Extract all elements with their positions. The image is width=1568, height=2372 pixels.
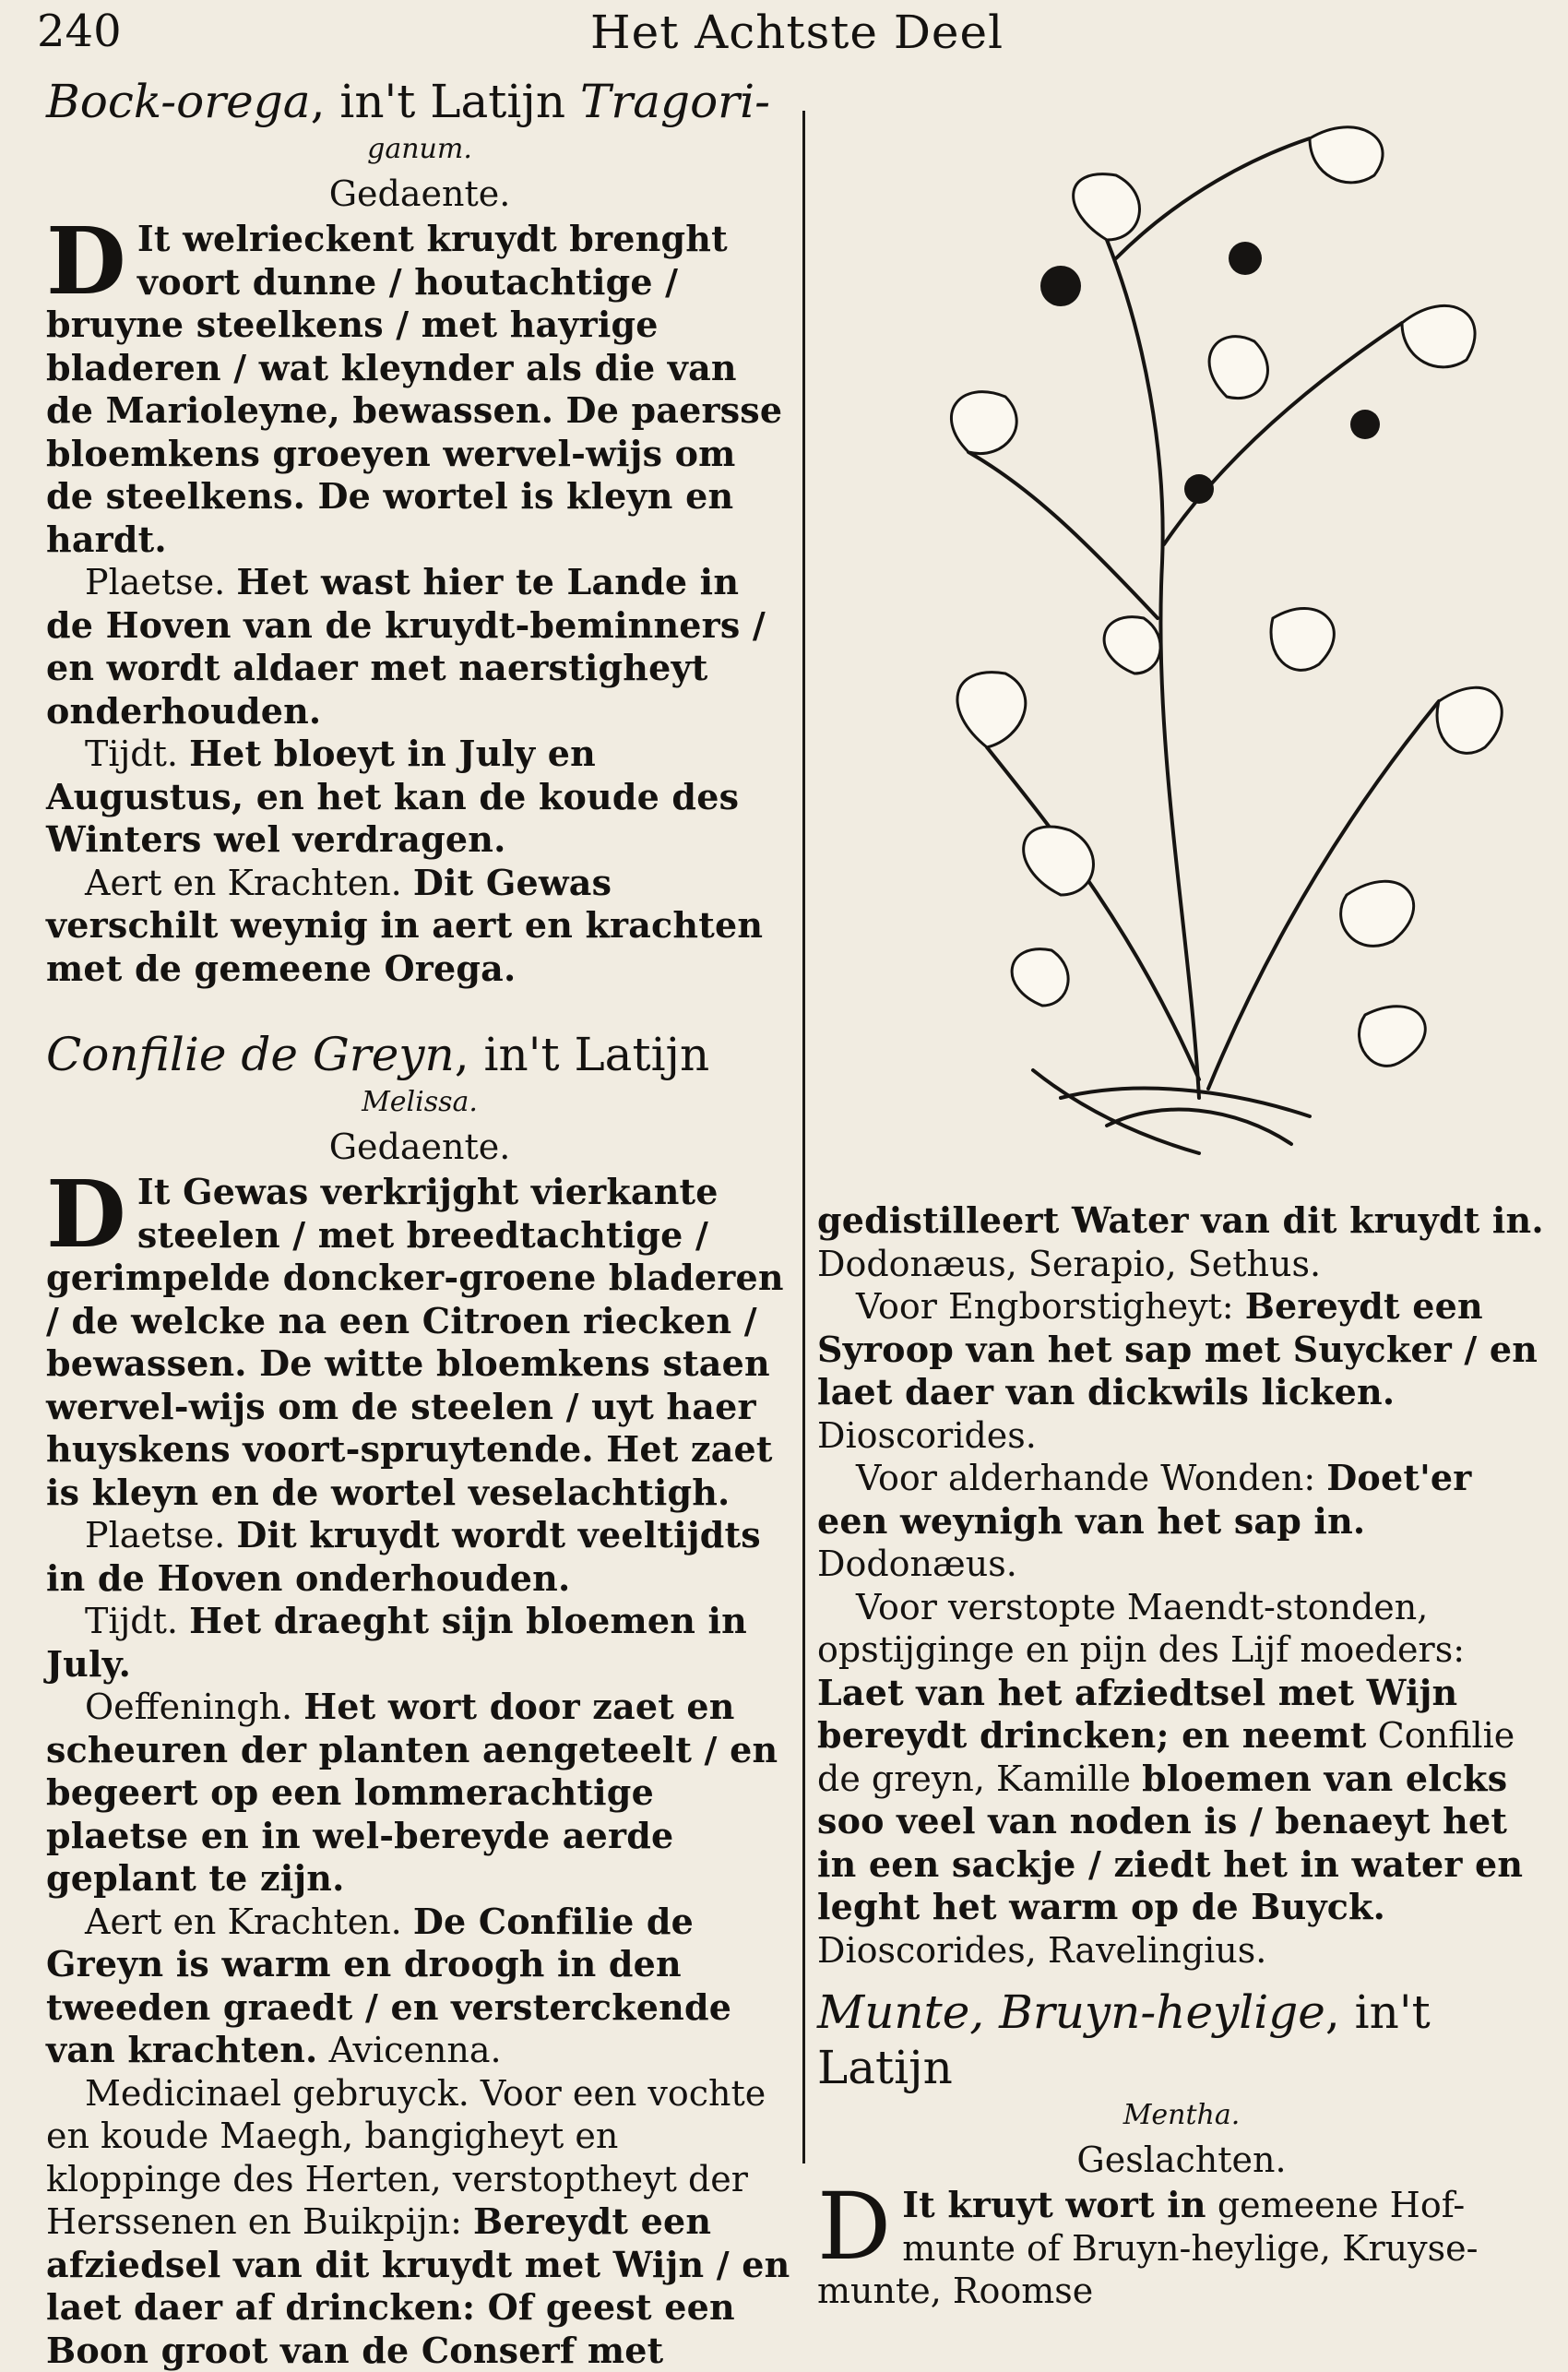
running-head [37,6,1531,61]
description-paragraph: D It kruyt wort in gemeene Hof-munte of Bruyn-heylige, Kruyse-munte, Roomse [817,2184,1546,2313]
running-title: Het Achtste Deel [590,6,1004,59]
latin-name-cont: ganum. [46,129,793,170]
section-heading: Gedaente. [46,1123,793,1171]
plaetse-paragraph: Plaetse. Dit kruydt wordt veeltijdts in de Hoven onderhouden. [46,1514,793,1600]
left-column [46,74,793,2372]
latin-name: Melissa. [46,1082,793,1123]
entry-heading-bock-orega: Bock-orega, in't Latijn Tragori- [46,74,793,129]
aert-paragraph: Aert en Krachten. Dit Gewas verschilt weynig in aert en krachten met de gemeene Orega. [46,862,793,991]
oeffeningh-paragraph: Oeffeningh. Het wort door zaet en scheuren der planten aengeteelt / en begeert op een lommerachtige plaetse en in wel-bereyde aerde geplant te zijn. [46,1686,793,1901]
section-heading: Gedaente. [46,170,793,218]
page-number: 240 [37,6,122,57]
plaetse-paragraph: Plaetse. Het wast hier te Lande in de Hoven van de kruydt-beminners / en wordt aldaer met naerstigheyt onderhouden. [46,561,793,733]
main-stem [1107,240,1199,1098]
column-rule [802,111,805,2163]
wonden-paragraph: Voor alderhande Wonden: Doet'er een weynigh van het sap in. Dodonæus. [817,1457,1546,1586]
right-column [817,1199,1546,2313]
drop-cap: D [817,2187,891,2267]
engborstigheyt-paragraph: Voor Engborstigheyt: Bereydt een Syroop van het sap met Suycker / en laet daer van dickwils licken. Dioscorides. [817,1285,1546,1457]
entry-heading-confilie: Confilie de Greyn, in't Latijn [46,1027,793,1082]
tijdt-paragraph: Tijdt. Het draeght sijn bloemen in July. [46,1600,793,1686]
description-paragraph: D It Gewas verkrijght vierkante steelen / met breedtachtige / gerimpelde doncker-groene bladeren / de welcke na een Citroen riecken / bewassen. De witte bloemkens staen wervel-wijs om de steelen / uyt haer huyskens voort-spruytende. Het zaet is kleyn en de wortel veselachtigh. [46,1171,793,1514]
aert-paragraph: Aert en Krachten. De Confilie de Greyn is warm en droogh in den tweeden graedt / en versterckende van krachten. Avicenna. [46,1901,793,2072]
tijdt-paragraph: Tijdt. Het bloeyt in July en Augustus, en het kan de koude des Winters wel verdragen. [46,733,793,862]
latin-name: Mentha. [817,2095,1546,2136]
stem-top [1116,138,1310,258]
roots [1033,1070,1310,1153]
medicinael-continuation: gedistilleert Water van dit kruydt in. Dodonæus, Serapio, Sethus. [817,1199,1546,1285]
leaves [951,127,1502,1067]
stem-left [987,747,1199,1079]
medicinael-paragraph: Medicinael gebruyck. Voor een vochte en koude Maegh, bangigheyt en kloppinge des Herten, verstoptheyt der Herssenen en Buikpijn: Bereydt een afziedsel van dit kruydt met Wijn / en laet daer af drincken: Of geest een Boon groot van de Conserf met [46,2072,793,2372]
maendt-paragraph: Voor verstopte Maendt-stonden, opstijginge en pijn des Lijf moeders: Laet van het afziedtsel met Wijn bereydt drincken; en neemt Confilie de greyn, Kamille bloemen van elcks soo veel van noden is / benaeyt het in een sackje / ziedt het in water en leght het warm op de Buyck. Dioscorides, Ravelingius. [817,1586,1546,1973]
drop-cap: D [46,221,126,301]
stem-upper-left [968,452,1158,618]
drop-cap: D [46,1174,126,1254]
section-heading: Geslachten. [817,2136,1546,2184]
description-paragraph: D It welrieckent kruydt brenght voort dunne / houtachtige / bruyne steelkens / met hayrige bladeren / wat kleynder als die van de Marioleyne, bewassen. De paersse bloemkens groeyen wervel-wijs om de steelkens. De wortel is kleyn en hardt. [46,218,793,561]
plant-woodcut-illustration [922,101,1531,1172]
entry-heading-munte: Munte, Bruyn-heylige, in't Latijn [817,1985,1546,2095]
